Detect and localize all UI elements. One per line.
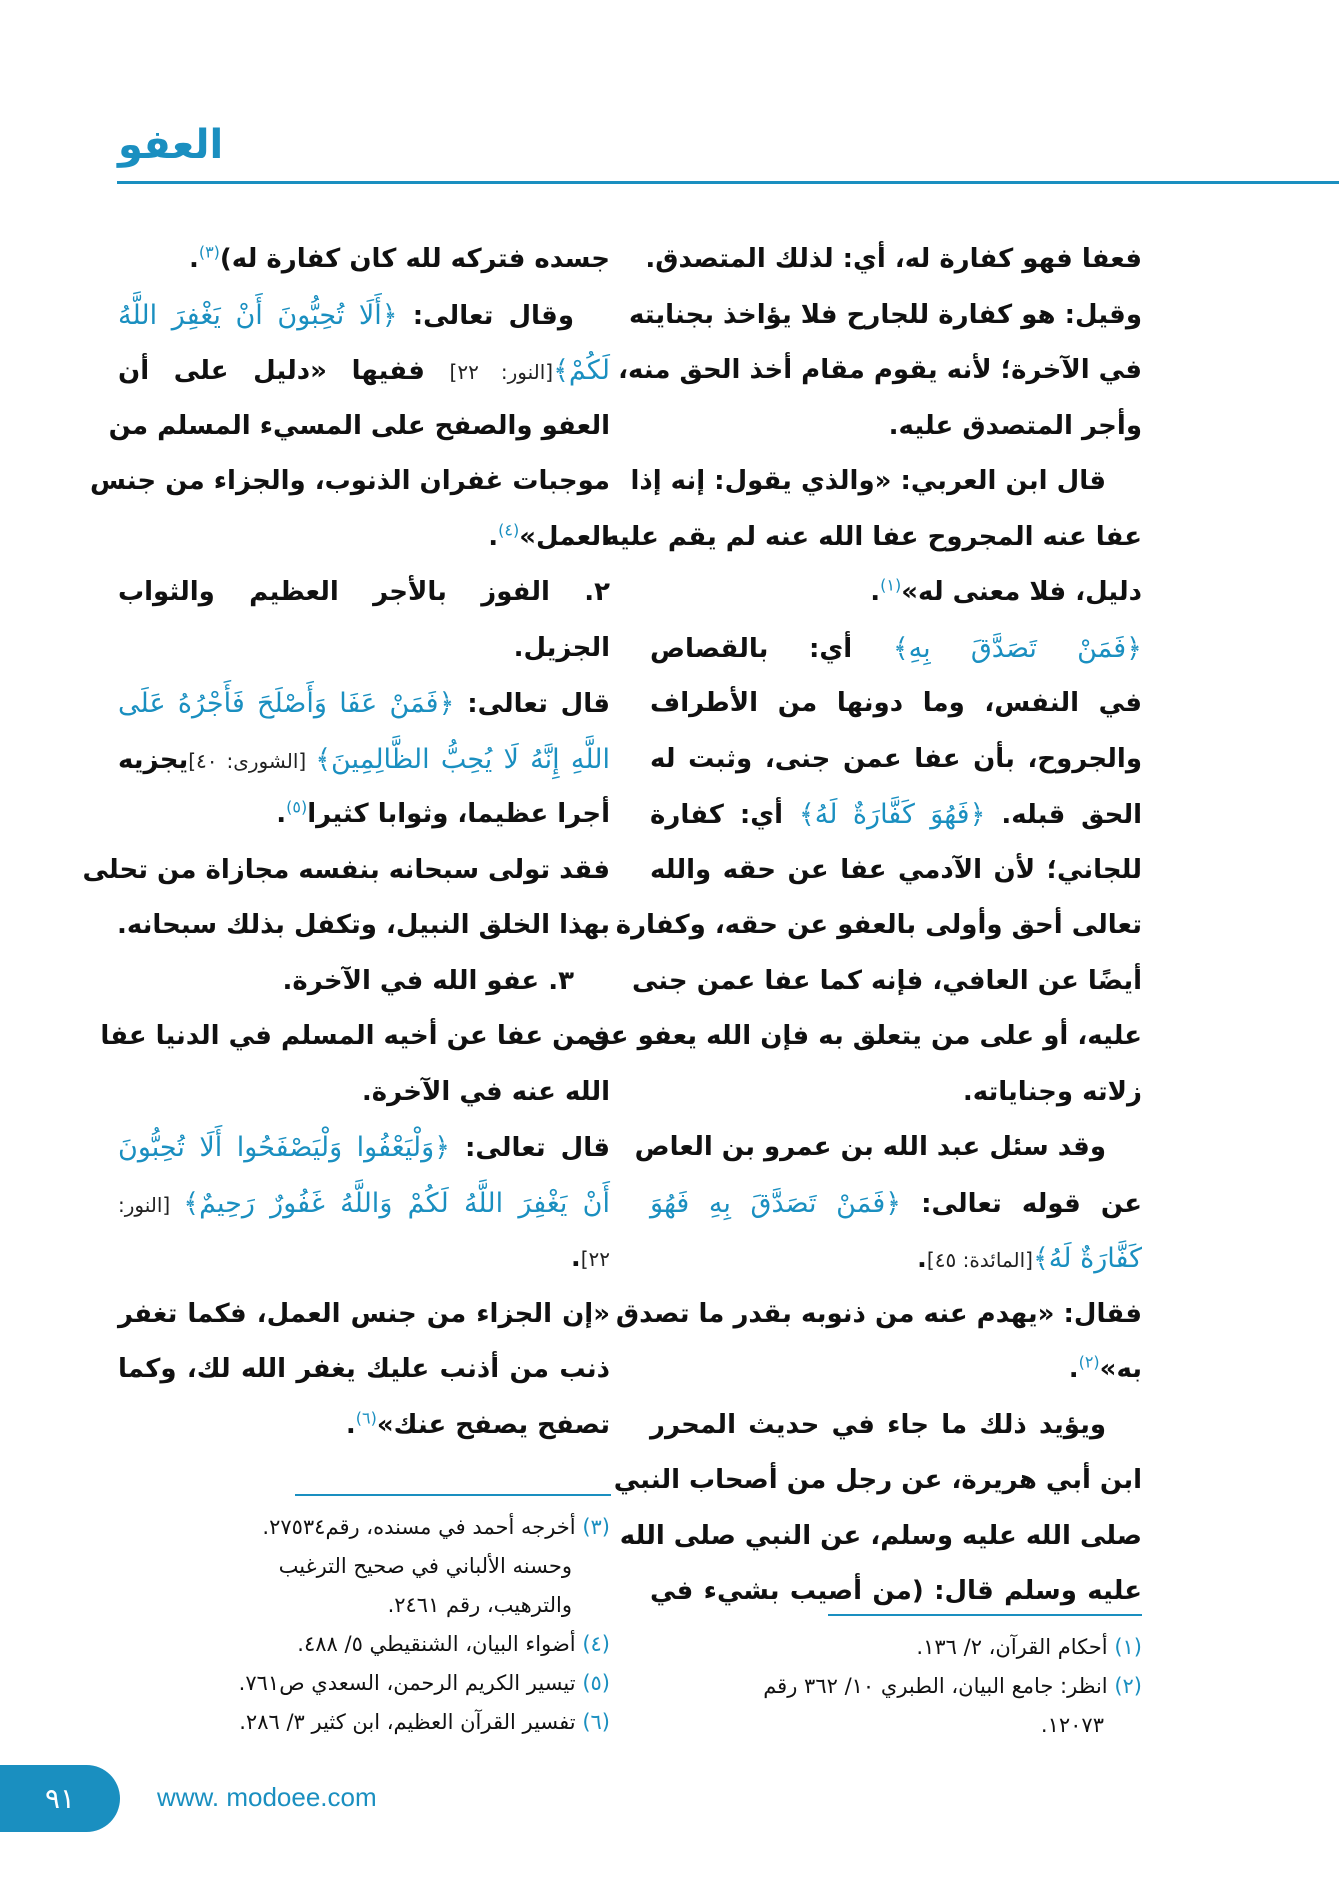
footnote	[118, 1664, 610, 1703]
footnote	[118, 1547, 610, 1586]
body-text: .	[276, 799, 287, 829]
body-text: أي: كفارة	[650, 800, 799, 830]
body-text: فمن عفا عن أخيه المسلم في الدنيا عفا	[100, 1021, 610, 1051]
body-text: .	[188, 244, 199, 274]
footnote-text: أحكام القرآن، ٢/ ١٣٦.	[916, 1635, 1108, 1659]
text-line	[631, 954, 1142, 1010]
footnote-marker[interactable]: (١)	[880, 575, 902, 595]
text-line	[634, 1120, 1142, 1176]
body-text: أيضًا عن العافي، فإنه كما عفا عمن جنى	[631, 965, 1142, 996]
body-text: به»	[1099, 1354, 1142, 1384]
text-line	[118, 954, 610, 1010]
body-text: فقال: «يهدم عنه من ذنوبه بقدر ما تصدق	[615, 1298, 1142, 1329]
footnote-text: تفسير القرآن العظيم، ابن كثير ٣/ ٢٨٦.	[239, 1710, 576, 1734]
verse-reference: ٢٢]	[580, 1247, 610, 1271]
footnote-number: (١)	[1114, 1635, 1142, 1659]
text-line	[587, 1009, 1142, 1065]
body-text: الله عنه في الآخرة.	[361, 1076, 610, 1107]
quran-verse: ﴿فَمَنْ تَصَدَّقَ بِهِ فَهُوَ	[650, 1187, 902, 1219]
body-text: للجاني؛ لأن الآدمي عفا عن حقه والله	[650, 854, 1142, 885]
text-line	[118, 787, 610, 843]
text-line	[118, 1065, 610, 1121]
text-line	[118, 1342, 610, 1398]
text-line	[650, 732, 1142, 788]
quran-verse: ﴿وَلْيَعْفُوا وَلْيَصْفَحُوا أَلَا تُحِبُّونَ	[118, 1132, 451, 1163]
quran-verse: ﴿أَلَا تُحِبُّونَ أَنْ يَغْفِرَ اللَّهُ	[118, 299, 398, 331]
footnote-marker[interactable]: (٤)	[498, 519, 520, 539]
text-line	[118, 621, 610, 677]
footnote	[650, 1667, 1142, 1706]
body-text: في النفس، وما دونها من الأطراف	[650, 688, 1142, 718]
text-line	[82, 843, 610, 899]
body-text: تعالى أحق وأولى بالعفو عن حقه، وكفارة	[615, 910, 1142, 940]
footnote-number: (٤)	[582, 1632, 610, 1656]
text-line	[118, 510, 610, 566]
body-text: ٢. الفوز بالأجر العظيم والثواب	[118, 577, 610, 607]
body-text: العمل»	[519, 521, 610, 552]
footnote	[118, 1586, 610, 1625]
footnote-marker[interactable]: (٣)	[198, 242, 220, 262]
body-text: .	[917, 1244, 927, 1274]
body-text: ففيها «دليل على أن	[118, 356, 450, 386]
footnote-text: وحسنه الألباني في صحيح الترغيب	[278, 1554, 572, 1578]
quran-verse: ﴿فَهُوَ كَفَّارَةٌ لَهُ﴾	[798, 799, 986, 830]
quran-verse: ﴿فَمَنْ تَصَدَّقَ بِهِ﴾	[892, 632, 1142, 664]
left-text-column	[82, 232, 611, 1453]
footnote-number: (٥)	[582, 1671, 610, 1695]
footnote	[650, 1706, 1142, 1745]
text-line	[108, 399, 610, 455]
verse-reference: [الشورى: ٤٠]	[188, 748, 316, 773]
body-text: قال ابن العربي: «والذي يقول: إنه إذا	[630, 466, 1106, 496]
body-text: جسده فتركه لله كان كفارة له)	[219, 244, 610, 274]
text-line	[613, 1453, 1142, 1509]
text-line	[118, 232, 610, 288]
text-line	[118, 288, 610, 344]
body-text: عفا عنه المجروح عفا الله عنه لم يقم عليه	[604, 521, 1142, 552]
footnote-separator-right	[828, 1614, 1142, 1616]
text-line	[650, 1342, 1142, 1398]
text-line	[650, 843, 1142, 899]
text-line	[650, 621, 1142, 677]
text-line	[619, 1509, 1142, 1565]
footnote-text: والترهيب، رقم ٢٤٦١.	[387, 1593, 572, 1617]
page-number: ٩١	[0, 1765, 120, 1832]
footnote-text: ١٢٠٧٣.	[1040, 1713, 1104, 1737]
footnotes-left	[118, 1508, 610, 1742]
text-line	[650, 787, 1142, 843]
text-line	[118, 1287, 610, 1343]
text-line	[618, 343, 1142, 399]
footnote-number: (٦)	[582, 1710, 610, 1734]
text-line	[118, 1398, 610, 1454]
website-url[interactable]: www. modoee.com	[157, 1782, 377, 1812]
text-line	[645, 232, 1142, 288]
body-text: أي: بالقصاص	[650, 633, 893, 664]
text-line	[90, 454, 610, 510]
text-line	[650, 1065, 1142, 1121]
body-text: تصفح يصفح عنك»	[376, 1409, 610, 1440]
body-text: الجزيل.	[513, 632, 610, 663]
body-text: ذنب من أذنب عليك يغفر الله لك، وكما	[118, 1354, 610, 1384]
quran-verse: أَنْ يَغْفِرَ اللَّهُ لَكُمْ وَاللَّهُ غَفُورٌ رَحِيمٌ﴾	[183, 1187, 611, 1219]
body-text: وقيل: هو كفارة للجارح فلا يؤاخذ بجنايته	[628, 299, 1142, 330]
verse-reference: [النور:	[118, 1192, 184, 1217]
body-text: الحق قبله.	[985, 800, 1142, 830]
text-line	[650, 1398, 1142, 1454]
footnote-text: تيسير الكريم الرحمن، السعدي ص٧٦١.	[238, 1671, 576, 1695]
body-text: ابن أبي هريرة، عن رجل من أصحاب النبي	[613, 1465, 1142, 1495]
body-text: وقد سئل عبد الله بن عمرو بن العاص	[634, 1132, 1106, 1162]
body-text: موجبات غفران الذنوب، والجزاء من جنس	[90, 466, 610, 496]
body-text: .	[570, 1243, 581, 1273]
footnote-text: أضواء البيان، الشنقيطي ٥/ ٤٨٨.	[297, 1632, 576, 1656]
body-text: .	[345, 1409, 356, 1440]
body-text: دليل، فلا معنى له»	[901, 577, 1142, 607]
body-text: .	[870, 577, 881, 607]
text-line	[118, 565, 610, 621]
text-line	[118, 1176, 610, 1232]
body-text: .	[488, 521, 499, 552]
body-text: قال تعالى:	[454, 689, 610, 719]
body-text: يجزيه	[118, 744, 189, 775]
footnote-number: (٣)	[582, 1515, 610, 1539]
body-text: والجروح، بأن عفا عمن جنى، وثبت له	[650, 743, 1142, 774]
footnotes-right	[650, 1628, 1142, 1745]
footnote-separator-left	[295, 1494, 611, 1496]
body-text: في الآخرة؛ لأنه يقوم مقام أخذ الحق منه،	[618, 355, 1142, 385]
text-line	[118, 1231, 610, 1287]
body-text: ويؤيد ذلك ما جاء في حديث المحرر	[650, 1409, 1106, 1440]
footnote	[118, 1625, 610, 1664]
quran-verse: ﴿فَمَنْ عَفَا وَأَصْلَحَ فَأَجْرُهُ عَلَى	[118, 688, 455, 719]
body-text: عليه وسلم قال: (من أصيب بشيء في	[650, 1576, 1142, 1606]
body-text: بهذا الخلق النبيل، وتكفل بذلك سبحانه.	[117, 910, 610, 940]
footnote	[118, 1703, 610, 1742]
text-line	[650, 1176, 1142, 1232]
body-text: عن قوله تعالى:	[901, 1188, 1142, 1219]
text-line	[650, 565, 1142, 621]
text-line	[118, 676, 610, 732]
footnote-marker[interactable]: (٦)	[355, 1407, 377, 1427]
text-line	[630, 454, 1142, 510]
text-line	[628, 288, 1142, 344]
text-line	[100, 1009, 610, 1065]
body-text: أجرا عظيما، وثوابا كثيرا	[307, 799, 610, 829]
text-line	[604, 510, 1142, 566]
body-text: فعفا فهو كفارة له، أي: لذلك المتصدق.	[645, 244, 1142, 274]
body-text: فقد تولى سبحانه بنفسه مجازاة من تحلى	[82, 854, 610, 885]
body-text: العفو والصفح على المسيء المسلم من	[108, 410, 610, 441]
body-text: زلاته وجناياته.	[962, 1076, 1142, 1107]
footnote-marker[interactable]: (٢)	[1078, 1352, 1100, 1372]
chapter-title: العفو	[118, 122, 224, 168]
text-line	[650, 399, 1142, 455]
body-text: وقال تعالى:	[397, 300, 574, 331]
text-line	[650, 676, 1142, 732]
footnote-text: أخرجه أحمد في مسنده، رقم٢٧٥٣٤.	[262, 1515, 576, 1539]
footnote-number: (٢)	[1114, 1674, 1142, 1698]
text-line	[650, 1564, 1142, 1620]
body-text: ٣. عفو الله في الآخرة.	[282, 965, 574, 996]
body-text: قال تعالى:	[450, 1133, 610, 1163]
body-text: «إن الجزاء من جنس العمل، فكما تغفر	[118, 1298, 610, 1329]
body-text: صلى الله عليه وسلم، عن النبي صلى الله	[619, 1520, 1142, 1551]
header-divider	[117, 181, 1339, 184]
footnote	[650, 1628, 1142, 1667]
footnote-marker[interactable]: (٥)	[286, 797, 308, 817]
verse-reference: [المائدة: ٤٥]	[926, 1248, 1033, 1272]
body-text: .	[1068, 1354, 1079, 1384]
text-line	[118, 898, 610, 954]
quran-verse: اللَّهِ إِنَّهُ لَا يُحِبُّ الظَّالِمِينَ﴾	[315, 743, 610, 775]
quran-verse: لَكُمْ﴾	[553, 355, 610, 386]
footnote	[118, 1508, 610, 1547]
text-line	[118, 343, 610, 399]
text-line	[615, 1287, 1142, 1343]
text-line	[118, 732, 610, 788]
quran-verse: كَفَّارَةٌ لَهُ﴾	[1032, 1243, 1142, 1274]
body-text: عليه، أو على من يتعلق به فإن الله يعفو عن	[587, 1021, 1142, 1051]
verse-reference: [النور: ٢٢]	[449, 360, 554, 384]
text-line	[650, 1231, 1142, 1287]
body-text: وأجر المتصدق عليه.	[888, 410, 1142, 441]
text-line	[118, 1120, 610, 1176]
text-line	[615, 898, 1142, 954]
footnote-text: انظر: جامع البيان، الطبري ١٠/ ٣٦٢ رقم	[763, 1674, 1108, 1698]
